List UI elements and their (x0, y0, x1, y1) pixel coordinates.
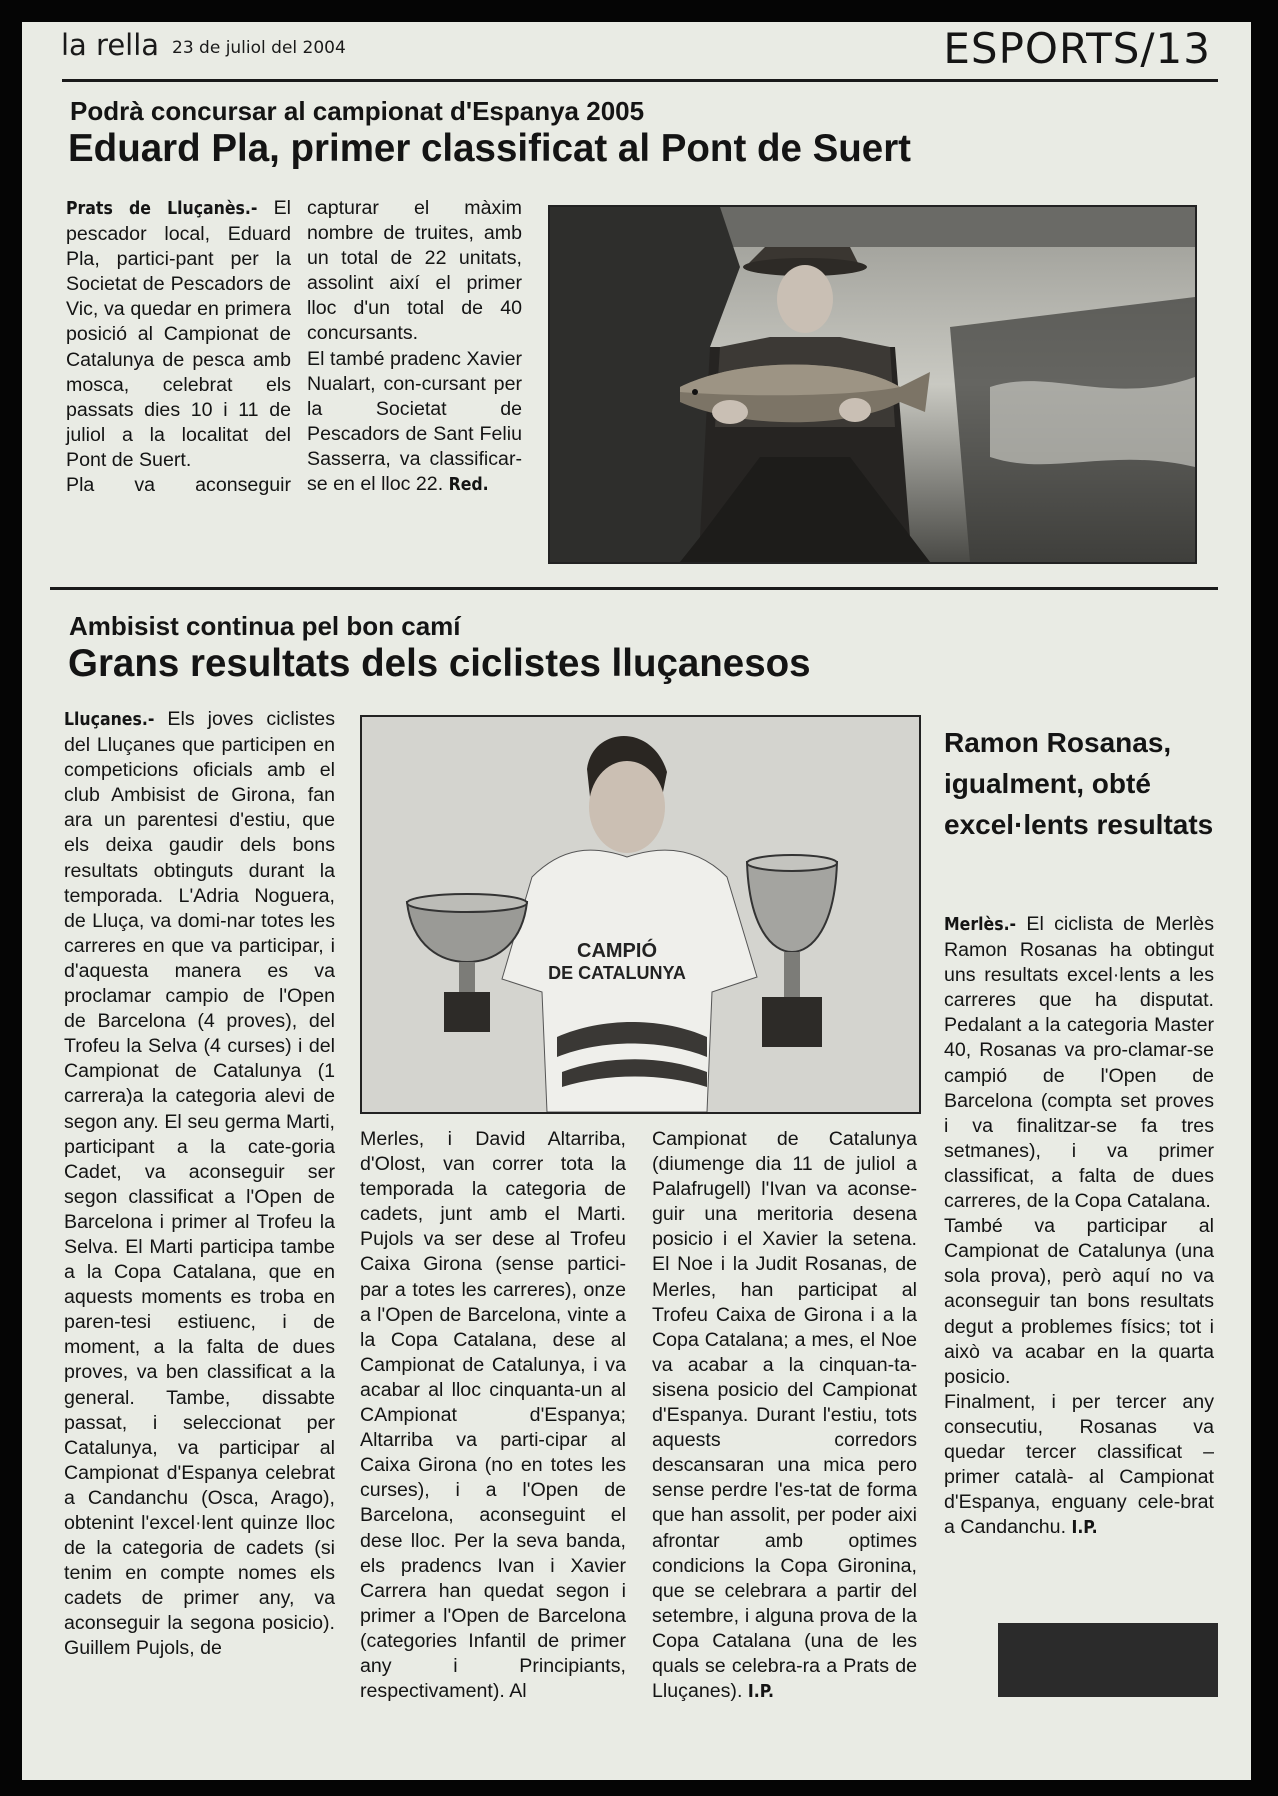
article3-signature: I.P. (1071, 1518, 1098, 1539)
article2-kicker: Ambisist continua pel bon camí (69, 611, 461, 641)
article1-dateline: Prats de Lluçanès.- (66, 199, 258, 219)
article3-headline: Ramon Rosanas, igualment, obté excel·lents resultats (944, 727, 1214, 840)
fisherman-photo (548, 205, 1197, 564)
article2-headline: Grans resultats dels ciclistes lluçanesos (68, 642, 811, 685)
article1-signature: Red. (448, 475, 489, 496)
article1-headline: Eduard Pla, primer classificat al Pont de Suert (68, 127, 911, 170)
jersey-text-line2: DE CATALUNYA (548, 963, 686, 983)
article1-column-2: capturar el màxim nombre de truites, amb un total de 22 unitats, assolint així el primer lloc d'un total de 40 concursants. El també pradenc Xavier Nualart, con-cursant per la Societat de Pescadors de Sant Feliu Sasserra, va classificar-se en el lloc 22. Red. (307, 197, 522, 496)
article3-dateline: Merlès.- (944, 915, 1017, 935)
newspaper-page (22, 22, 1251, 1780)
section-title: ESPORTS/13 (943, 24, 1211, 73)
article-divider (50, 587, 1218, 590)
cyclist-trophies-photo (360, 715, 921, 1114)
header-rule (62, 79, 1218, 82)
article2-dateline: Lluçanes.- (64, 710, 155, 730)
advertisement-box (998, 1623, 1218, 1697)
article1-column-1: Prats de Lluçanès.- El pescador local, Eduard Pla, partici-pant per la Societat de Pescadors de Vic, va quedar en primera posició al Campionat de Catalunya de pesca amb mosca, celebrat els passats dies 10 i 11 de juliol a la localitat del Pont de Suert. Pla va aconseguir (66, 197, 291, 497)
article2-column-1: Lluçanes.- Els joves ciclistes del Lluçanes que participen en competicions oficials amb el club Ambisist de Girona, fan ara un parentesi d'estiu, que els deixa gaudir dels bons resultats obtinguts durant la temporada. L'Adria Noguera, de Lluça, va domi-nar totes les carreres en que va participar, i d'aquesta manera es va proclamar campio de l'Open de Barcelona (4 proves), del Trofeu la Selva (4 curses) i del Campionat de Catalunya (1 carrera)a la categoria alevi de segon any. El seu germa Marti, participant a la cate-goria Cadet, va aconseguir ser segon classificat a l'Open de Barcelona i primer al Trofeu la Selva. El Marti participa tambe a la Copa Catalana, que en aquests moments es troba en paren-tesi estiuenc, i de moment, a la falta de dues proves, va ben classificat a la general. Tambe, dissabte passat, i seleccionat per Catalunya, va participar al Campionat d'Espanya celebrat a Candanchu (Osca, Arago), obtenint l'excel·lent quinze lloc de la categoria de cadets (si tenim en compte nomes els cadets de primer any, va aconseguir la segona posicio). Guillem Pujols, de (64, 708, 335, 1660)
jersey-text-line1: CAMPIÓ (577, 940, 657, 962)
masthead: la rella (61, 28, 160, 62)
article2-column-3: Campionat de Catalunya (diumenge dia 11 de juliol a Palafrugell) l'Ivan va aconse-guir una meritoria desena posicio i el Xavier la setena. El Noe i la Judit Rosanas, de Merles, han participat al Trofeu Caixa de Girona i a la Copa Catalana; a mes, el Noe va acabar a la cinquan-ta-sisena posicio del Campionat d'Espanya. Durant l'estiu, tots aquests corredors descansaran una mica pero sense perdre l'es-tat de forma que han assolit, per poder aixi afrontar amb optimes condicions la Copa Gironina, que se celebrara a partir del setembre, i alguna prova de la Copa Catalana (una de les quals se celebra-ra a Prats de Lluçanes). I.P. (652, 1128, 917, 1703)
issue-date: 23 de juliol del 2004 (172, 38, 346, 58)
article3-body: Merlès.- El ciclista de Merlès Ramon Rosanas ha obtingut uns resultats excel·lents a les carreres que ha disputat. Pedalant a la categoria Master 40, Rosanas va pro-clamar-se campió de l'Open de Barcelona (compta set proves i va finalitzar-se fa tres setmanes), i va primer classificat, a falta de dues carreres, de la Copa Catalana. També va participar al Campionat de Catalunya (una sola prova), però aquí no va aconseguir tan bons resultats degut a problemes físics; tot i això va acabar en la quarta posicio. Finalment, i per tercer any consecutiu, Rosanas va quedar tercer classificat –primer català- al Campionat d'Espanya, enguany cele-brat a Candanchu. I.P. (944, 913, 1214, 1539)
article2-signature: I.P. (747, 1682, 774, 1703)
article1-kicker: Podrà concursar al campionat d'Espanya 2005 (70, 96, 645, 126)
article2-column-2: Merles, i David Altarriba, d'Olost, van correr tota la temporada la categoria de cadets, junt amb el Marti. Pujols va ser dese al Trofeu Caixa Girona (sense partici-par a totes les carreres), onze a l'Open de Barcelona, vinte a la Copa Catalana, dese al Campionat de Catalunya, i va acabar al lloc cinquanta-un al CAmpionat d'Espanya; Altarriba va parti-cipar al Caixa Girona (no en totes les curses), i a l'Open de Barcelona, aconseguint el dese lloc. Per la seva banda, els pradencs Ivan i Xavier Carrera han quedat segon i primer a l'Open de Barcelona (categories Infantil de primer any i Principiants, respectivament). Al (360, 1128, 626, 1703)
